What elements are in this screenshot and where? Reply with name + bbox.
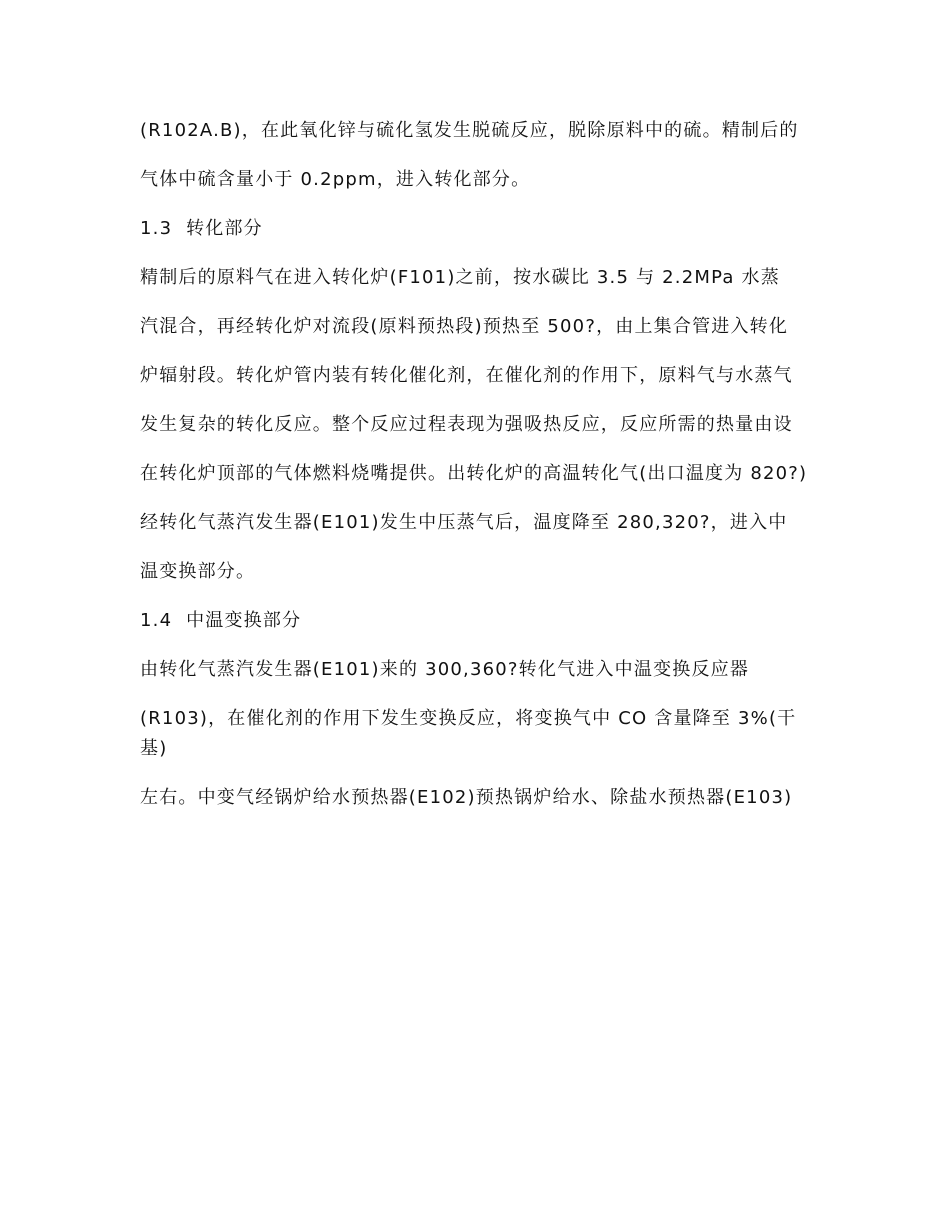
paragraph: 在转化炉顶部的气体燃料烧嘴提供。出转化炉的高温转化气(出口温度为 820?) [140, 463, 808, 484]
paragraph: 左右。中变气经锅炉给水预热器(E102)预热锅炉给水、除盐水预热器(E103) [140, 787, 793, 808]
paragraph: 汽混合，再经转化炉对流段(原料预热段)预热至 500?，由上集合管进入转化 [140, 316, 789, 337]
paragraph: (R103)，在催化剂的作用下发生变换反应，将变换气中 CO 含量降至 3%(干基) [140, 708, 797, 759]
paragraph: 炉辐射段。转化炉管内装有转化催化剂，在催化剂的作用下，原料气与水蒸气 [140, 365, 793, 386]
paragraph: (R102A.B)，在此氧化锌与硫化氢发生脱硫反应，脱除原料中的硫。精制后的 [140, 120, 799, 141]
section-heading: 1.4 中温变换部分 [140, 610, 302, 631]
document-body [140, 116, 812, 832]
paragraph: 由转化气蒸汽发生器(E101)来的 300,360?转化气进入中温变换反应器 [140, 659, 750, 680]
paragraph: 温变换部分。 [140, 561, 256, 582]
paragraph: 发生复杂的转化反应。整个反应过程表现为强吸热反应，反应所需的热量由设 [140, 414, 793, 435]
paragraph: 气体中硫含量小于 0.2ppm，进入转化部分。 [140, 169, 531, 190]
paragraph: 精制后的原料气在进入转化炉(F101)之前，按水碳比 3.5 与 2.2MPa 水蒸 [140, 267, 780, 288]
paragraph: 经转化气蒸汽发生器(E101)发生中压蒸气后，温度降至 280,320?，进入中 [140, 512, 788, 533]
section-heading: 1.3 转化部分 [140, 218, 263, 239]
